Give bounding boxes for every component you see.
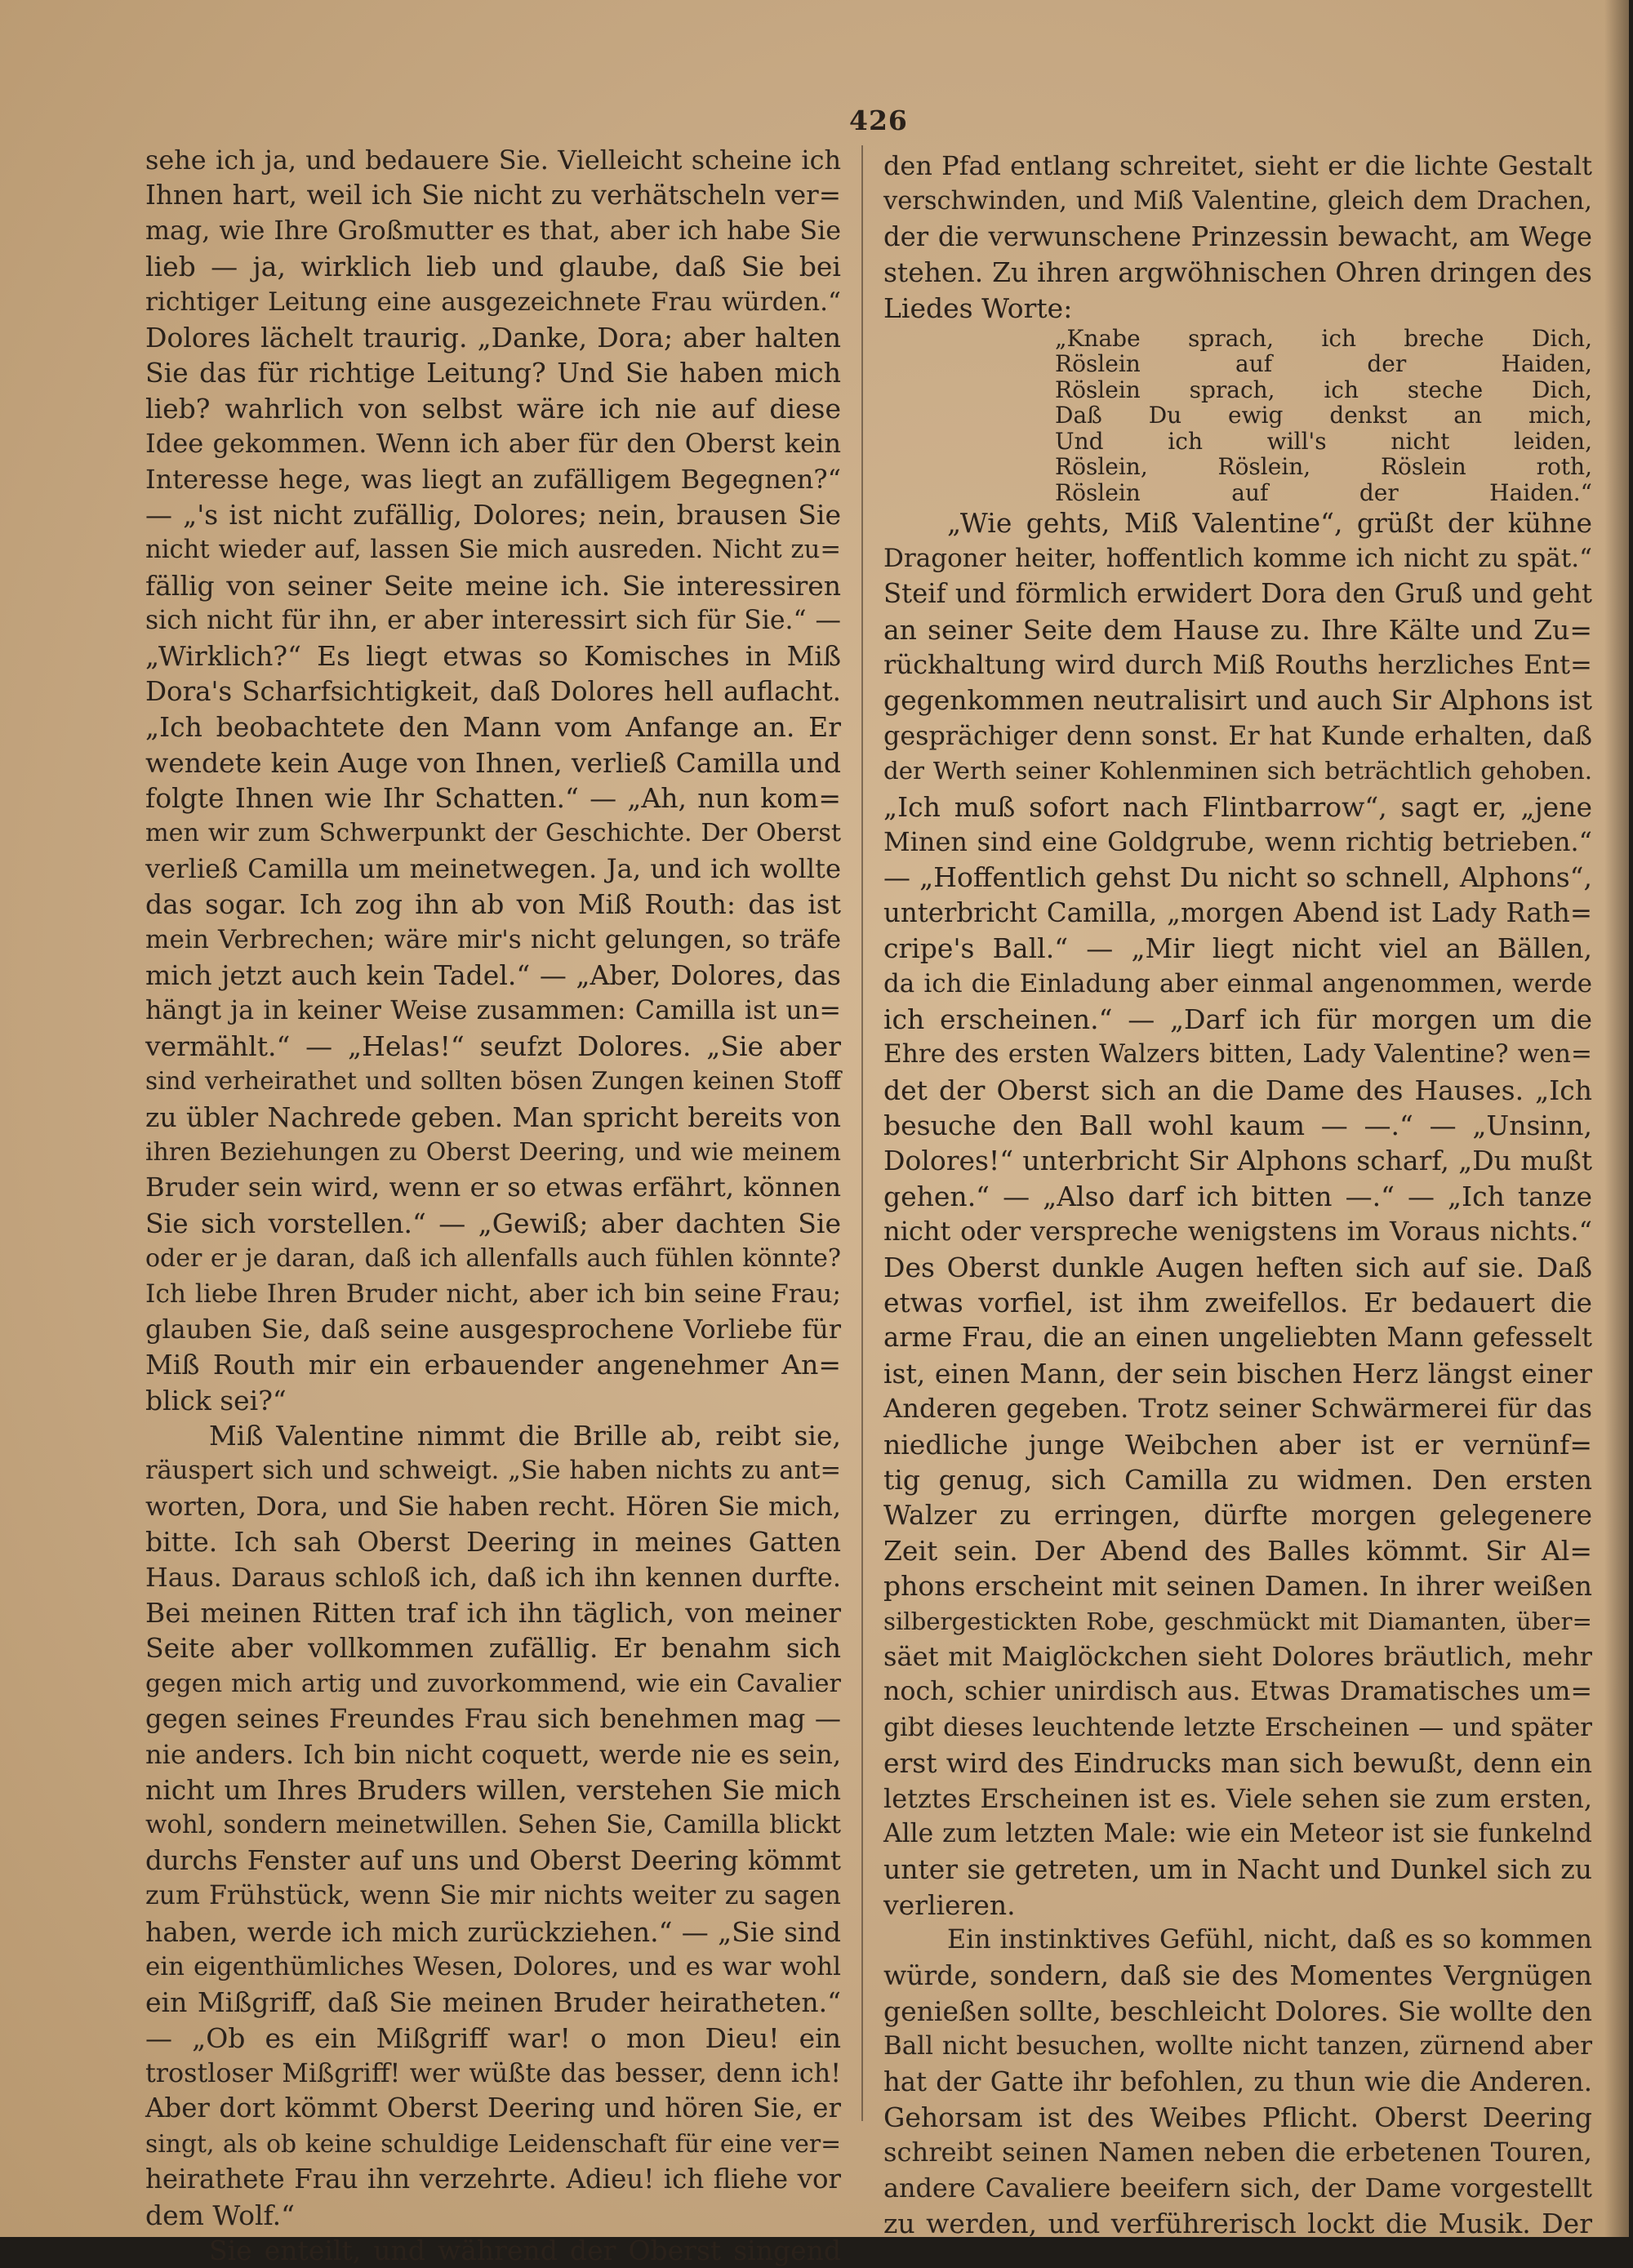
poem-line: Daß Du ewig denkst an mich, — [1055, 402, 1592, 429]
text-line: schreibt seinen Namen neben die erbetenen Touren, — [883, 2137, 1592, 2168]
text-line: vermählt.“ — „Helas!“ seufzt Dolores. „Sie aber — [145, 1029, 841, 1062]
text-line: „Ich muß sofort nach Flintbarrow“, sagt er, „jene — [883, 790, 1592, 823]
text-line: silbergestickten Robe, geschmückt mit Diamanten, über= — [883, 1607, 1592, 1635]
text-line: durchs Fenster auf uns und Oberst Deering kömmt — [145, 1844, 841, 1876]
text-line: ihren Beziehungen zu Oberst Deering, und wie meinem — [145, 1137, 841, 1167]
text-line: Ihnen hart, weil ich Sie nicht zu verhätscheln ver= — [145, 180, 841, 211]
text-line: Bei meinen Ritten traf ich ihn täglich, von meiner — [145, 1597, 841, 1630]
text-line: gegenkommen neutralisirt und auch Sir Alphons ist — [883, 684, 1592, 717]
text-line: Dora's Scharfsichtigkeit, daß Dolores hell auflacht. — [145, 675, 841, 707]
text-line: blick sei?“ — [145, 1384, 287, 1416]
text-line: etwas vorfiel, ist ihm zweifellos. Er bedauert die — [883, 1287, 1592, 1319]
text-line: ich erscheinen.“ — „Darf ich für morgen um die — [883, 1003, 1592, 1035]
text-line: gegen seines Freundes Frau sich benehmen mag — — [145, 1703, 841, 1735]
text-line: stehen. Zu ihren argwöhnischen Ohren dringen des — [883, 256, 1592, 289]
text-line: arme Frau, die an einen ungeliebten Mann gefesselt — [883, 1322, 1592, 1354]
poem-line: Röslein, Röslein, Röslein roth, — [1055, 453, 1592, 481]
text-line: Steif und förmlich erwidert Dora den Gruß und geht — [883, 578, 1592, 610]
text-line: der die verwunschene Prinzessin bewacht, am Wege — [883, 220, 1592, 252]
text-line: säet mit Maiglöckchen sieht Dolores bräutlich, mehr — [883, 1640, 1592, 1672]
poem-line: „Knabe sprach, ich breche Dich, — [1055, 324, 1592, 352]
page-number: 426 — [849, 105, 908, 136]
text-line: — „Hoffentlich gehst Du nicht so schnell, Alphons“, — [883, 861, 1592, 894]
text-line: sind verheirathet und sollten bösen Zungen keinen Stoff — [145, 1067, 841, 1096]
poem-line: Röslein auf der Haiden.“ — [1055, 478, 1592, 506]
text-line: wohl, sondern meinetwillen. Sehen Sie, Camilla blickt — [145, 1810, 841, 1840]
text-line: niedliche junge Weibchen aber ist er vernünf= — [883, 1428, 1592, 1461]
text-line: Miß Valentine nimmt die Brille ab, reibt sie, — [209, 1420, 841, 1452]
text-line: nicht oder verspreche wenigstens im Voraus nichts.“ — [883, 1216, 1592, 1247]
text-line: ein eigenthümliches Wesen, Dolores, und es war wohl — [145, 1951, 841, 1981]
text-line: „Wie gehts, Miß Valentine“, grüßt der kühne — [947, 507, 1592, 540]
text-line: rückhaltung wird durch Miß Rouths herzliches Ent= — [883, 649, 1592, 681]
text-line: Anderen gegeben. Trotz seiner Schwärmerei für das — [883, 1393, 1592, 1425]
text-line: haben, werde ich mich zurückziehen.“ — „Sie sind — [145, 1915, 841, 1948]
text-line: fällig von seiner Seite meine ich. Sie interessiren — [145, 569, 841, 602]
text-line: wendete kein Auge von Ihnen, verließ Camilla und — [145, 746, 841, 779]
text-line: verließ Camilla um meinetwegen. Ja, und ich wollte — [145, 852, 841, 884]
text-line: verschwinden, und Miß Valentine, gleich dem Drachen, — [883, 187, 1592, 216]
text-line: nie anders. Ich bin nicht coquett, werde nie es sein, — [145, 1738, 841, 1770]
text-line: Bruder sein wird, wenn er so etwas erfährt, können — [145, 1172, 841, 1203]
text-line: nicht wieder auf, lassen Sie mich ausreden. Nicht zu= — [145, 536, 841, 565]
text-line: noch, schier unirdisch aus. Etwas Dramatisches um= — [883, 1677, 1592, 1707]
text-line: Aber dort kömmt Oberst Deering und hören Sie, er — [145, 2092, 841, 2124]
text-line: bitte. Ich sah Oberst Deering in meines Gatten — [145, 1526, 841, 1559]
text-line: Sie enteilt, und während der Oberst singend — [209, 2235, 841, 2267]
right-column — [883, 149, 1592, 2242]
text-line: gibt dieses leuchtende letzte Erscheinen — und später — [883, 1712, 1592, 1742]
text-line: besuche den Ball wohl kaum — —.“ — „Unsinn, — [883, 1110, 1592, 1142]
text-line: das sogar. Ich zog ihn ab von Miß Routh: das ist — [145, 888, 841, 921]
text-line: oder er je daran, daß ich allenfalls auch fühlen könnte? — [145, 1244, 841, 1274]
text-line: unterbricht Camilla, „morgen Abend ist Lady Rath= — [883, 896, 1592, 928]
text-line: Ehre des ersten Walzers bitten, Lady Valentine? wen= — [883, 1039, 1592, 1070]
text-line: verlieren. — [883, 1888, 1016, 1921]
text-line: hat der Gatte ihr befohlen, zu thun wie die Anderen. — [883, 2066, 1592, 2097]
text-line: „Wirklich?“ Es liegt etwas so Komisches in Miß — [145, 640, 841, 673]
text-line: trostloser Mißgriff! wer wüßte das besser, denn ich! — [145, 2057, 841, 2089]
text-line: cripe's Ball.“ — „Mir liegt nicht viel an Bällen, — [883, 932, 1592, 965]
text-line: letztes Erscheinen ist es. Viele sehen sie zum ersten, — [883, 1782, 1592, 1814]
text-line: det der Oberst sich an die Dame des Hauses. „Ich — [883, 1074, 1592, 1106]
text-line: phons erscheint mit seinen Damen. In ihrer weißen — [883, 1570, 1592, 1603]
text-line: mich jetzt auch kein Tadel.“ — „Aber, Dolores, das — [145, 958, 841, 991]
text-line: Minen sind eine Goldgrube, wenn richtig betrieben.“ — [883, 825, 1592, 857]
text-line: mein Verbrechen; wäre mir's nicht gelungen, so träfe — [145, 924, 841, 954]
text-line: lieb — ja, wirklich lieb und glaube, daß Sie bei — [145, 251, 841, 283]
text-line: den Pfad entlang schreitet, sieht er die lichte Gestalt — [883, 150, 1592, 181]
text-line: Dolores lächelt traurig. „Danke, Dora; aber halten — [145, 321, 841, 354]
text-line: Alle zum letzten Male: wie ein Meteor ist sie funkelnd — [883, 1818, 1592, 1848]
text-line: ist, einen Mann, der sein bischen Herz längst einer — [883, 1357, 1592, 1390]
column-divider — [861, 145, 863, 2121]
text-line: gegen mich artig und zuvorkommend, wie ein Cavalier — [145, 1669, 841, 1698]
text-line: zu werden, und verführerisch lockt die Musik. Der — [883, 2208, 1592, 2240]
text-line: an seiner Seite dem Hause zu. Ihre Kälte und Zu= — [883, 613, 1592, 646]
left-column — [145, 143, 841, 2268]
text-line: heirathete Frau ihn verzehrte. Adieu! ich fliehe vor — [145, 2163, 841, 2195]
text-line: Dolores!“ unterbricht Sir Alphons scharf, „Du mußt — [883, 1145, 1592, 1177]
text-line: men wir zum Schwerpunkt der Geschichte. Der Oberst — [145, 819, 841, 848]
text-line: Zeit sein. Der Abend des Balles kömmt. Sir Al= — [883, 1534, 1592, 1567]
poem-line: Röslein sprach, ich steche Dich, — [1055, 376, 1592, 403]
text-line: Ein instinktives Gefühl, nicht, daß es so kommen — [947, 1925, 1592, 1955]
text-line: unter sie getreten, um in Nacht und Dunkel sich zu — [883, 1853, 1592, 1886]
text-line: andere Cavaliere beeifern sich, der Dame vorgestellt — [883, 2172, 1592, 2204]
text-line: folgte Ihnen wie Ihr Schatten.“ — „Ah, nun kom= — [145, 782, 841, 815]
text-line: Miß Routh mir ein erbauender angenehmer An= — [145, 1349, 841, 1381]
text-line: der Werth seiner Kohlenminen sich beträchtlich gehoben. — [883, 757, 1592, 785]
text-line: Gehorsam ist des Weibes Pflicht. Oberst Deering — [883, 2101, 1592, 2134]
text-line: Ball nicht besuchen, wollte nicht tanzen, zürnend aber — [883, 2031, 1592, 2061]
text-line: zu übler Nachrede geben. Man spricht bereits von — [145, 1101, 841, 1133]
text-line: richtiger Leitung eine ausgezeichnete Frau würden.“ — [145, 287, 841, 317]
text-line: tig genug, sich Camilla zu widmen. Den ersten — [883, 1464, 1592, 1496]
text-line: gesprächiger denn sonst. Er hat Kunde erhalten, daß — [883, 720, 1592, 751]
text-line: „Ich beobachtete den Mann vom Anfange an. Er — [145, 711, 841, 744]
text-line: singt, als ob keine schuldige Leidenschaft für eine ver= — [145, 2129, 841, 2159]
text-line: hängt ja in keiner Weise zusammen: Camilla ist un= — [145, 994, 841, 1026]
text-line: da ich die Einladung aber einmal angenommen, werde — [883, 968, 1592, 998]
text-line: worten, Dora, und Sie haben recht. Hören Sie mich, — [145, 1490, 841, 1522]
poem-line: Röslein auf der Haiden, — [1055, 350, 1592, 378]
page-edge-shadow — [1604, 0, 1629, 2237]
text-line: erst wird des Eindrucks man sich bewußt, denn ein — [883, 1747, 1592, 1780]
text-line: Dragoner heiter, hoffentlich komme ich nicht zu spät.“ — [883, 543, 1592, 573]
text-line: mag, wie Ihre Großmutter es that, aber ich habe Sie — [145, 216, 841, 246]
text-line: Des Oberst dunkle Augen heften sich auf sie. Daß — [883, 1251, 1592, 1283]
poem-line: Und ich will's nicht leiden, — [1055, 427, 1592, 455]
text-line: zum Frühstück, wenn Sie mir nichts weiter zu sagen — [145, 1881, 841, 1911]
text-line: genießen sollte, beschleicht Dolores. Sie wollte den — [883, 1995, 1592, 2027]
text-line: lieb? wahrlich von selbst wäre ich nie auf diese — [145, 392, 841, 425]
text-line: Haus. Daraus schloß ich, daß ich ihn kennen durfte. — [145, 1561, 841, 1593]
poem-stanza — [1055, 326, 1592, 506]
text-line: Idee gekommen. Wenn ich aber für den Oberst kein — [145, 428, 841, 460]
text-line: sich nicht für ihn, er aber interessirt sich für Sie.“ — — [145, 606, 841, 636]
text-line: Sie sich vorstellen.“ — „Gewiß; aber dachten Sie — [145, 1207, 841, 1239]
text-line: Interesse hege, was liegt an zufälligem Begegnen?“ — [145, 463, 841, 495]
text-line: räuspert sich und schweigt. „Sie haben nichts zu ant= — [145, 1456, 841, 1486]
text-line: Sie das für richtige Leitung? Und Sie haben mich — [145, 357, 841, 389]
text-line: sehe ich ja, und bedauere Sie. Vielleicht scheine ich — [145, 145, 841, 176]
text-line: Ich liebe Ihren Bruder nicht, aber ich bin seine Frau; — [145, 1279, 841, 1309]
text-line: gehen.“ — „Also darf ich bitten —.“ — „Ich tanze — [883, 1180, 1592, 1212]
text-line: — „Ob es ein Mißgriff war! o mon Dieu! ein — [145, 2021, 841, 2054]
text-line: Liedes Worte: — [883, 291, 1073, 324]
text-line: Seite aber vollkommen zufällig. Er benahm sich — [145, 1632, 841, 1665]
text-line: würde, sondern, daß sie des Momentes Vergnügen — [883, 1959, 1592, 1992]
text-line: ein Mißgriff, daß Sie meinen Bruder heiratheten.“ — [145, 1986, 841, 2019]
text-line: dem Wolf.“ — [145, 2199, 295, 2231]
text-line: glauben Sie, daß seine ausgesprochene Vorliebe für — [145, 1313, 841, 1345]
text-line: Walzer zu erringen, dürfte morgen gelegenere — [883, 1499, 1592, 1532]
text-line: — „'s ist nicht zufällig, Dolores; nein, brausen Sie — [145, 498, 841, 531]
text-line: nicht um Ihres Bruders willen, verstehen Sie mich — [145, 1773, 841, 1806]
